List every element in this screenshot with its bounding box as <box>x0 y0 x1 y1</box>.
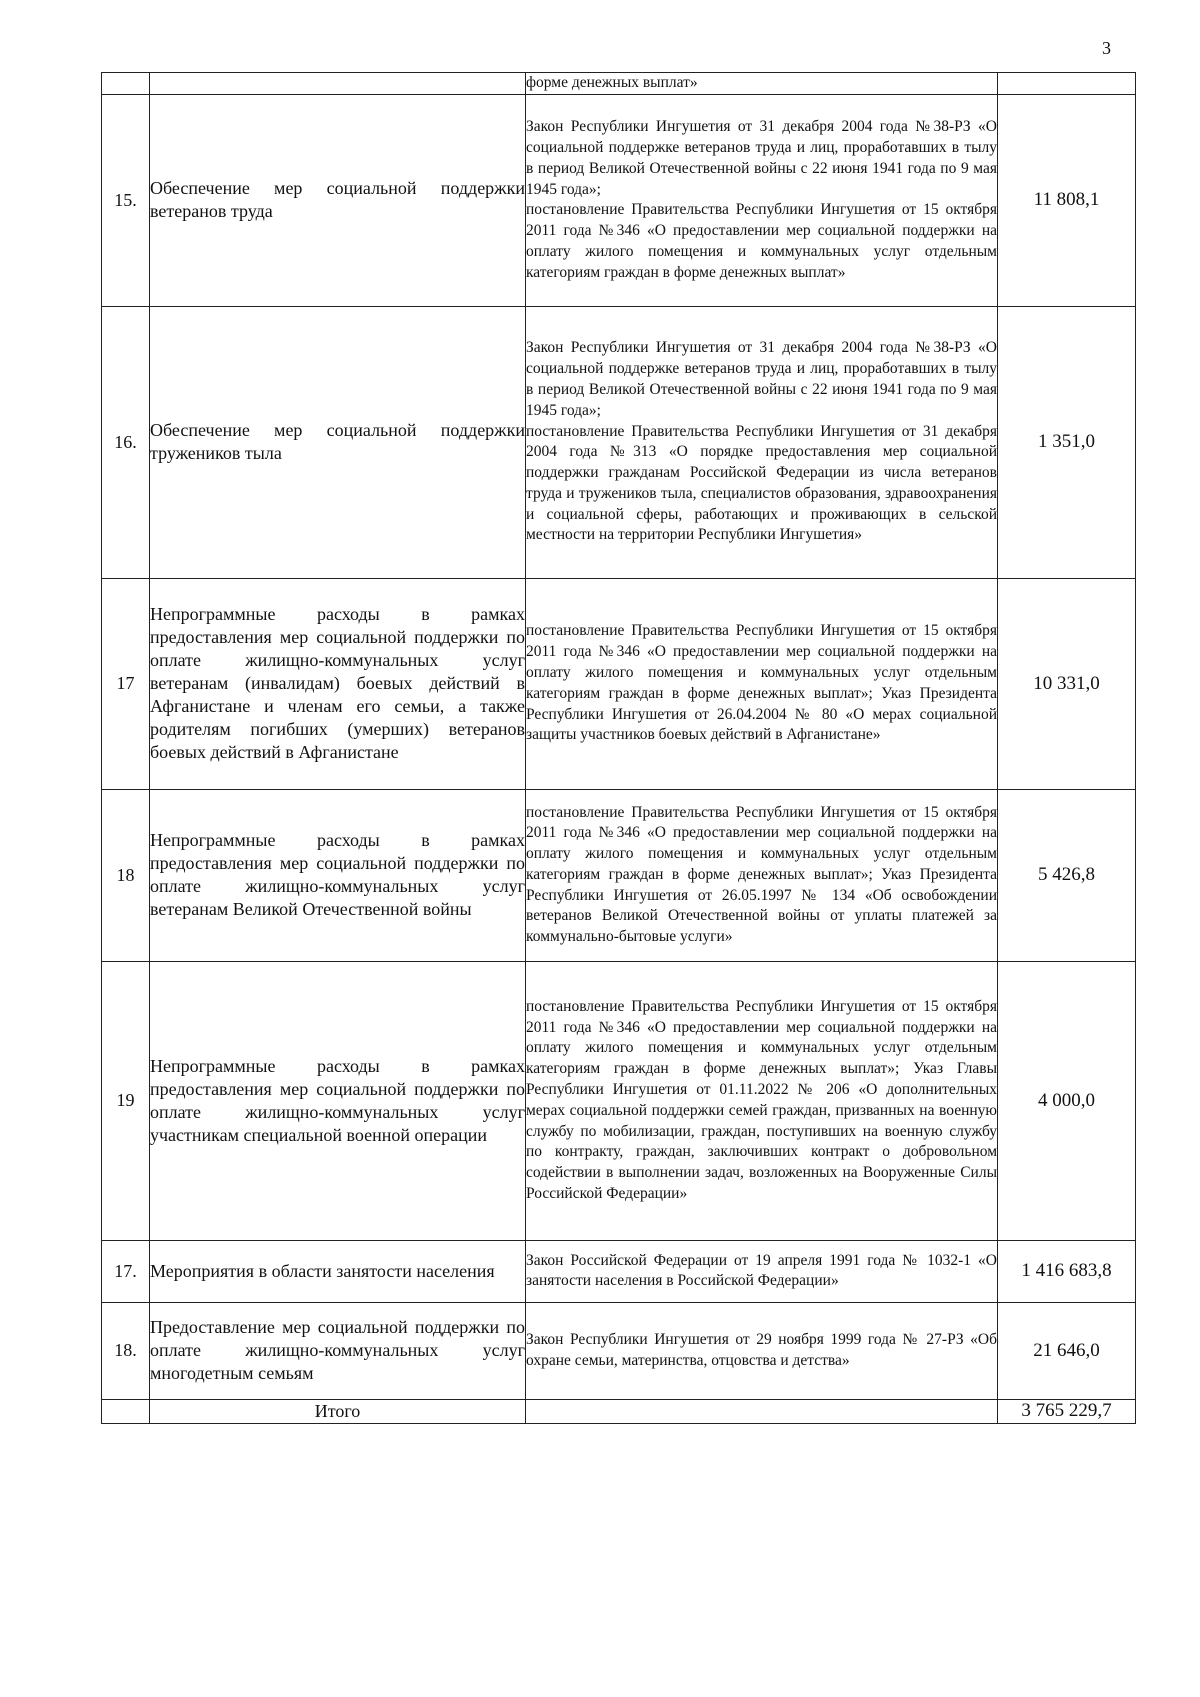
basis-paragraph: Закон Республики Ингушетия от 31 декабря 2004 года №38-РЗ «О социальной поддержке ветеранов труда и лиц, проработавших в тылу в период Великой Отечественной войны с 22 июня 1941 года по 9 мая 1945 года»; <box>526 339 997 419</box>
row-number: 17. <box>102 1240 150 1302</box>
row-number: 15. <box>102 94 150 306</box>
row-sum: 11 808,1 <box>998 94 1136 306</box>
table-row <box>102 789 1136 961</box>
row-name: Предоставление мер социальной поддержки по оплате жилищно-коммунальных услуг многодетным семьям <box>150 1302 526 1399</box>
total-label: Итого <box>150 1399 526 1423</box>
table-row <box>102 961 1136 1240</box>
row-name: Непрограммные расходы в рамках предоставления мер социальной поддержки по оплате жилищно-коммунальных услуг ветеранам Великой Отечественной войны <box>150 789 526 961</box>
row-basis <box>526 578 998 789</box>
table-row <box>102 1240 1136 1302</box>
row-basis <box>526 961 998 1240</box>
basis-paragraph: постановление Правительства Республики Ингушетия от 31 декабря 2004 года №313 «О порядке предоставления мер социальной поддержки гражданам Российской Федерации из числа ветеранов труда и тружеников тыла, специалистов образования, здравоохранения и социальной сферы, работающих и проживающих в сельской местности на территории Республики Ингушетия» <box>526 422 997 544</box>
row-basis <box>526 1302 998 1399</box>
row-number: 19 <box>102 961 150 1240</box>
basis-paragraph: Закон Республики Ингушетия от 29 ноября 1999 года № 27-РЗ «Об охране семьи, материнства, отцовства и детства» <box>526 1331 997 1369</box>
cell-basis <box>526 1399 998 1423</box>
basis-paragraph: Закон Республики Ингушетия от 31 декабря 2004 года №38-РЗ «О социальной поддержке ветеранов труда и лиц, проработавших в тылу в период Великой Отечественной войны с 22 июня 1941 года по 9 мая 1945 года»; <box>526 118 997 198</box>
total-sum: 3 765 229,7 <box>998 1399 1136 1423</box>
row-number: 18. <box>102 1302 150 1399</box>
basis-paragraph: постановление Правительства Республики Ингушетия от 15 октября 2011 года №346 «О предоставлении мер социальной поддержки на оплату жилого помещения и коммунальных услуг отдельным категориям граждан в форме денежных выплат»; Указ Президента Республики Ингушетия от 26.05.1997 № 134 «Об освобождении ветеранов Великой Отечественной войны от уплаты платежей за коммунально-бытовые услуги» <box>526 803 997 946</box>
table-row <box>102 306 1136 578</box>
basis-paragraph: постановление Правительства Республики Ингушетия от 15 октября 2011 года №346 «О предоставлении мер социальной поддержки на оплату жилого помещения и коммунальных услуг отдельным категориям граждан в форме денежных выплат»; Указ Президента Республики Ингушетия от 26.04.2004 № 80 «О мерах социальной защиты участников боевых действий в Афганистане» <box>526 622 997 744</box>
table-row <box>102 1302 1136 1399</box>
row-sum: 21 646,0 <box>998 1302 1136 1399</box>
budget-table <box>101 72 1136 1424</box>
row-name: Обеспечение мер социальной поддержки ветеранов труда <box>150 94 526 306</box>
row-basis <box>526 789 998 961</box>
row-number: 16. <box>102 306 150 578</box>
row-sum: 10 331,0 <box>998 578 1136 789</box>
cell-sum <box>998 73 1136 95</box>
cell-name <box>150 73 526 95</box>
row-sum: 1 351,0 <box>998 306 1136 578</box>
row-number: 17 <box>102 578 150 789</box>
row-sum: 1 416 683,8 <box>998 1240 1136 1302</box>
basis-paragraph: постановление Правительства Республики Ингушетия от 15 октября 2011 года №346 «О предоставлении мер социальной поддержки на оплату жилого помещения и коммунальных услуг отдельным категориям граждан в форме денежных выплат»; Указ Главы Республики Ингушетия от 01.11.2022 № 206 «О дополнительных мерах социальной поддержки семей граждан, призванных на военную службу по мобилизации, граждан, поступивших на военную службу по контракту, граждан, заключивших контракт о добровольном содействии в выполнении задач, возложенных на Вооруженные Силы Российской Федерации» <box>526 997 997 1202</box>
row-name: Непрограммные расходы в рамках предоставления мер социальной поддержки по оплате жилищно-коммунальных услуг ветеранам (инвалидам) боевых действий в Афганистане и членам его семьи, а также родителям погибших (умерших) ветеранов боевых действий в Афганистане <box>150 578 526 789</box>
row-basis <box>526 1240 998 1302</box>
cell-num <box>102 1399 150 1423</box>
row-name: Обеспечение мер социальной поддержки тружеников тыла <box>150 306 526 578</box>
cell-basis: форме денежных выплат» <box>526 73 998 95</box>
table-row-continuation <box>102 73 1136 95</box>
cell-num <box>102 73 150 95</box>
row-basis <box>526 306 998 578</box>
row-name: Непрограммные расходы в рамках предоставления мер социальной поддержки по оплате жилищно-коммунальных услуг участникам специальной военной операции <box>150 961 526 1240</box>
page-number: 3 <box>1102 38 1111 58</box>
basis-paragraph: постановление Правительства Республики Ингушетия от 15 октября 2011 года №346 «О предоставлении мер социальной поддержки на оплату жилого помещения и коммунальных услуг отдельным категориям граждан в форме денежных выплат» <box>526 201 997 281</box>
row-basis <box>526 94 998 306</box>
basis-paragraph: Закон Российской Федерации от 19 апреля 1991 года № 1032-1 «О занятости населения в Российской Федерации» <box>526 1251 997 1290</box>
row-name: Мероприятия в области занятости населения <box>150 1240 526 1302</box>
row-number: 18 <box>102 789 150 961</box>
row-sum: 5 426,8 <box>998 789 1136 961</box>
table-row <box>102 578 1136 789</box>
row-sum: 4 000,0 <box>998 961 1136 1240</box>
table-row <box>102 94 1136 306</box>
table-row-total <box>102 1399 1136 1423</box>
